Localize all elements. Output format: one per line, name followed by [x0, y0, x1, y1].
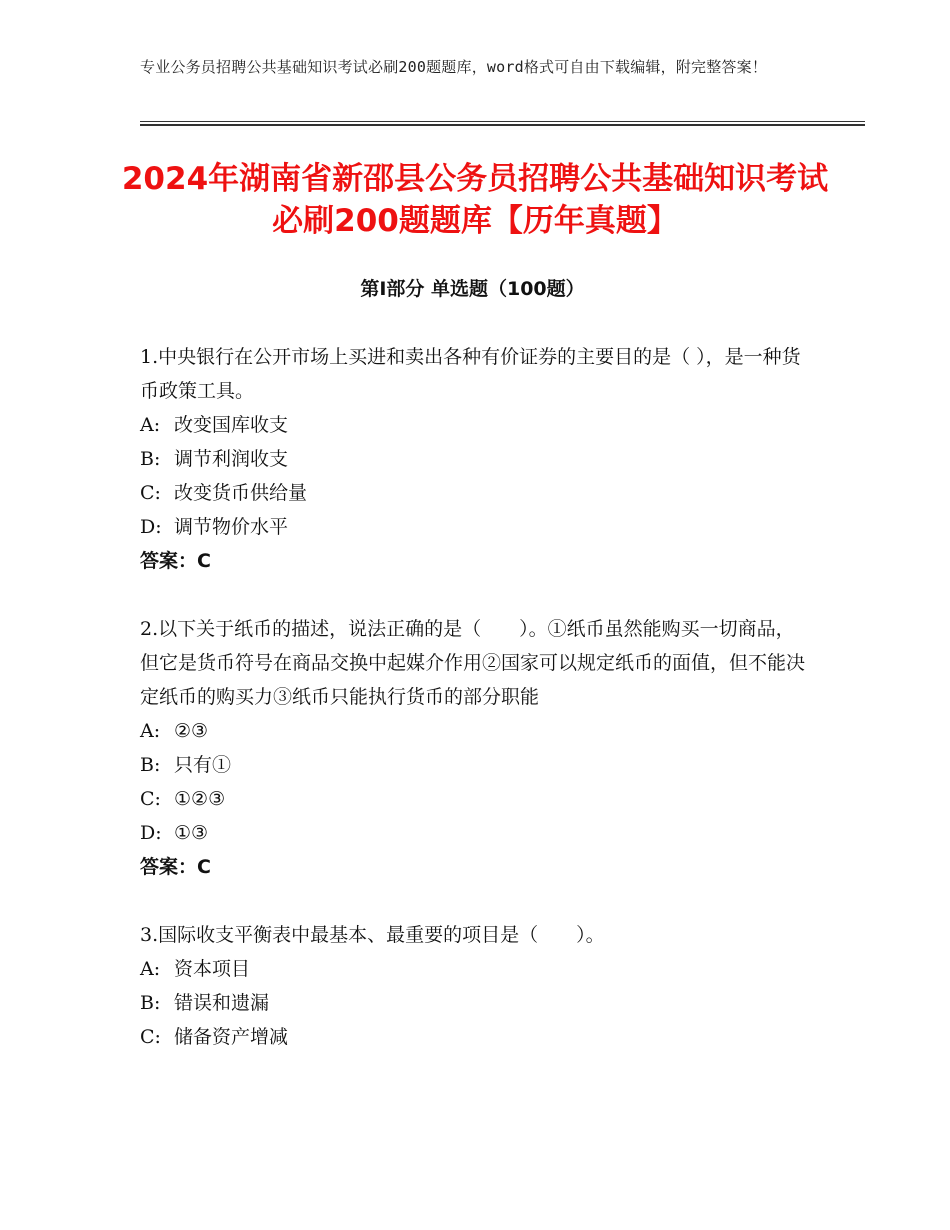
option-letter: C: [140, 788, 161, 810]
option-text: 调节物价水平 [174, 516, 289, 538]
option-text: ①③ [174, 822, 209, 844]
option-text: 调节利润收支 [174, 448, 289, 470]
option-letter: A: [140, 720, 161, 742]
option-text: 储备资产增减 [174, 1026, 289, 1048]
question-stem: 1.中央银行在公开市场上买进和卖出各种有价证券的主要目的是（ ），是一种货币政策工具。 [140, 346, 801, 402]
option-letter: C: [140, 482, 161, 504]
option-b [140, 748, 805, 782]
document-title: 2024年湖南省新邵县公务员招聘公共基础知识考试必刷200题题库【历年真题】 [121, 161, 829, 239]
question-stem: 3.国际收支平衡表中最基本、最重要的项目是（ ）。 [140, 924, 605, 946]
option-letter: A: [140, 958, 161, 980]
option-letter: C: [140, 1026, 161, 1048]
answer: 答案：C [140, 856, 211, 878]
option-text: ②③ [174, 720, 209, 742]
question-list [140, 340, 805, 1088]
option-c [140, 476, 805, 510]
question-3 [140, 918, 805, 1054]
option-a [140, 714, 805, 748]
option-letter: A: [140, 414, 161, 436]
option-letter: D: [140, 516, 162, 538]
question-stem: 2.以下关于纸币的描述，说法正确的是（ ）。①纸币虽然能购买一切商品，但它是货币符号在商品交换中起媒介作用②国家可以规定纸币的面值，但不能决定纸币的购买力③纸币只能执行货币的部分职能 [140, 618, 806, 708]
option-letter: D: [140, 822, 162, 844]
answer: 答案：C [140, 550, 211, 572]
header-divider-thick [140, 124, 865, 126]
option-a [140, 952, 805, 986]
option-letter: B: [140, 448, 161, 470]
section-title: 第Ⅰ部分 单选题（100题） [360, 278, 585, 300]
option-d [140, 510, 805, 544]
option-letter: B: [140, 754, 161, 776]
option-b [140, 986, 805, 1020]
option-b [140, 442, 805, 476]
option-c [140, 782, 805, 816]
option-letter: B: [140, 992, 161, 1014]
header-divider-thin [140, 121, 865, 122]
option-text: 改变国库收支 [174, 414, 289, 436]
option-c [140, 1020, 805, 1054]
option-text: 错误和遗漏 [174, 992, 270, 1014]
option-d [140, 816, 805, 850]
option-text: 改变货币供给量 [174, 482, 308, 504]
question-2 [140, 612, 805, 884]
question-1 [140, 340, 805, 578]
header-note: 专业公务员招聘公共基础知识考试必刷200题题库，word格式可自由下载编辑，附完整答案！ [140, 58, 768, 76]
option-text: ①②③ [174, 788, 226, 810]
option-text: 只有① [174, 754, 232, 776]
option-a [140, 408, 805, 442]
option-text: 资本项目 [174, 958, 251, 980]
